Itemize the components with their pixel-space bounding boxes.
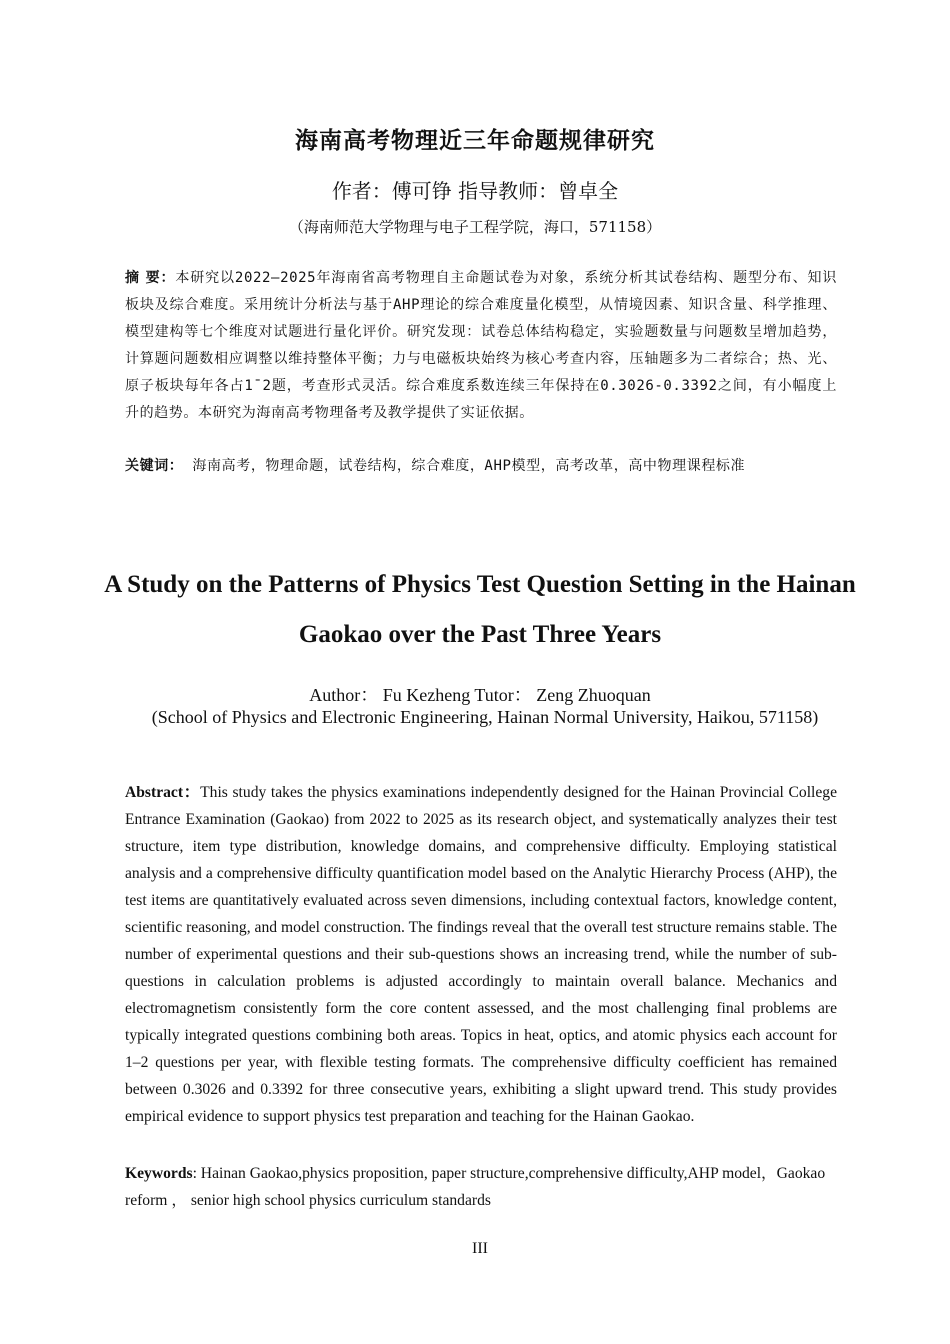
chinese-title: 海南高考物理近三年命题规律研究 xyxy=(295,128,655,154)
chinese-abstract-text: 本研究以2022—2025年海南省高考物理自主命题试卷为对象，系统分析其试卷结构、题型分布、知识板块及综合难度。采用统计分析法与基于AHP理论的综合难度量化模型，从情境因素、知识含量、科学推理、模型建构等七个维度对试题进行量化评价。研究发现：试卷总体结构稳定，实验题数量与问题数呈增加趋势，计算题问题数相应调整以维持整体平衡；力与电磁板块始终为核心考查内容，压轴题多为二者综合；热、光、原子板块每年各占1¯2题，考查形式灵活。综合难度系数连续三年保持在0.3026-0.3392之间，有小幅度上升的趋势。本研究为海南高考物理备考及教学提供了实证依据。 xyxy=(125,270,838,421)
chinese-affiliation: （海南师范大学物理与电子工程学院，海口，571158） xyxy=(288,218,662,236)
chinese-keywords-label: 关键词： xyxy=(125,458,184,474)
english-author-line: Author： Fu Kezheng Tutor： Zeng Zhuoquan xyxy=(309,685,651,705)
english-keywords-text: : Hainan Gaokao,physics proposition, paper structure,comprehensive difficulty,AHP model，Gaokao reform ， senior high school physics curriculum standards xyxy=(125,1165,826,1209)
english-abstract-label: Abstract： xyxy=(125,784,201,801)
english-abstract-text: This study takes the physics examinations independently designed for the Hainan Provincial College Entrance Examination (Gaokao) from 2022 to 2025 as its research object, and systematically analyzes their test structure, item type distribution, knowledge domains, and comprehensive difficulty. Employing statistical analysis and a comprehensive difficulty quantification model based on the Analytic Hierarchy Process (AHP), the test items are quantitatively evaluated across seven dimensions, including contextual factors, knowledge content, scientific reasoning, and model construction. The findings reveal that the overall test structure remains stable. The number of experimental questions and their sub-questions shows an increasing trend, while the number of sub-questions in calculation problems is adjusted accordingly to maintain overall balance. Mechanics and electromagnetism consistently form the core content assessed, and the most challenging final problems are typically integrated questions combining both areas. Topics in heat, optics, and atomic physics each account for 1–2 questions per year, with flexible testing formats. The comprehensive difficulty coefficient has remained between 0.3026 and 0.3392 for three consecutive years, exhibiting a slight upward trend. This study provides empirical evidence to support physics test preparation and teaching for the Hainan Gaokao. xyxy=(125,784,838,1125)
english-abstract xyxy=(125,779,837,1130)
page-number: III xyxy=(472,1240,488,1257)
english-keywords-label: Keywords xyxy=(125,1165,193,1182)
english-keywords xyxy=(125,1160,837,1214)
chinese-keywords-text: 海南高考，物理命题，试卷结构，综合难度，AHP模型，高考改革，高中物理课程标准 xyxy=(183,458,746,474)
chinese-keywords xyxy=(125,453,837,480)
chinese-author-line: 作者：傅可铮 指导教师：曾卓全 xyxy=(331,179,619,203)
english-title: A Study on the Patterns of Physics Test Question Setting in the Hainan Gaokao over the Past Three Years xyxy=(104,571,856,648)
chinese-abstract-label: 摘 要： xyxy=(125,270,176,286)
chinese-abstract xyxy=(125,265,837,427)
english-affiliation: (School of Physics and Electronic Engineering, Hainan Normal University, Haikou, 571158) xyxy=(151,707,819,727)
